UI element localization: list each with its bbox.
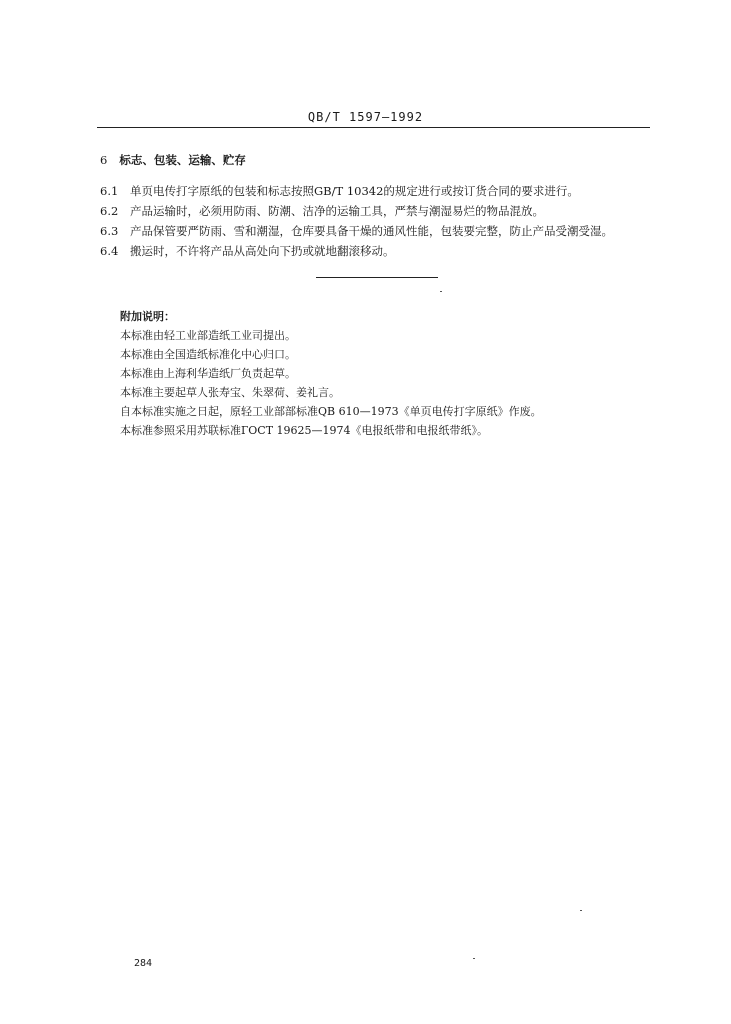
clause-text: 产品保管要严防雨、雪和潮湿，仓库要具备干燥的通风性能，包装要完整，防止产品受潮受湿。 xyxy=(130,224,613,238)
note-line: 本标准由上海利华造纸厂负责起草。 xyxy=(120,367,296,380)
clause-text: 产品运输时，必须用防雨、防潮、洁净的运输工具，严禁与潮湿易烂的物品混放。 xyxy=(130,204,544,218)
note-line: 本标准参照采用苏联标准ГОСТ 19625—1974《电报纸带和电报纸带纸》。 xyxy=(120,424,489,437)
scan-speck xyxy=(473,958,475,959)
note-line: 本标准由轻工业部造纸工业司提出。 xyxy=(120,329,296,342)
clause-number: 6.4 xyxy=(100,244,119,258)
additional-notes xyxy=(120,307,660,440)
note-line: 自本标准实施之日起，原轻工业部部标准QB 610—1973《单页电传打字原纸》作废。 xyxy=(120,405,542,418)
clause-text: 搬运时，不许将产品从高处向下扔或就地翻滚移动。 xyxy=(130,244,395,258)
clause-number: 6.1 xyxy=(100,184,119,198)
section-number: 6 xyxy=(100,153,108,167)
scan-speck xyxy=(580,910,582,911)
clause-item xyxy=(100,241,660,261)
clause-number: 6.2 xyxy=(100,204,119,218)
clause-item xyxy=(100,181,660,201)
clause-list xyxy=(100,181,660,261)
section-end-rule xyxy=(316,277,438,278)
page-number: 284 xyxy=(134,958,153,969)
notes-title: 附加说明： xyxy=(120,310,175,323)
clause-number: 6.3 xyxy=(100,224,119,238)
clause-text: 单页电传打字原纸的包装和标志按照GB/T 10342的规定进行或按订货合同的要求进行。 xyxy=(130,184,579,198)
clause-item xyxy=(100,201,660,221)
section-heading xyxy=(100,152,246,168)
note-line: 本标准主要起草人张寿宝、朱翠荷、姜礼言。 xyxy=(120,386,340,399)
page-header: QB/T 1597—1992 xyxy=(307,110,424,124)
note-line: 本标准由全国造纸标准化中心归口。 xyxy=(120,348,296,361)
scan-speck xyxy=(440,291,442,292)
clause-item xyxy=(100,221,660,241)
header-rule xyxy=(97,127,650,128)
section-title: 标志、包装、运输、贮存 xyxy=(119,153,246,167)
